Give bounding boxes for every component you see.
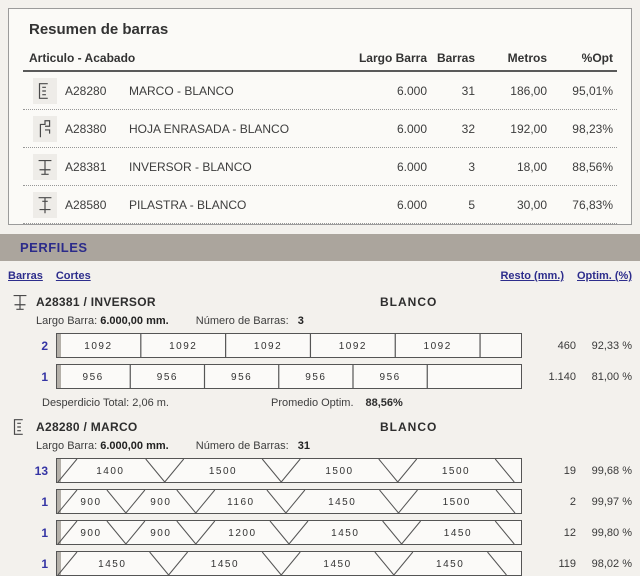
opt-value: 76,83%	[572, 197, 613, 212]
summary-table-row	[23, 186, 617, 224]
bar-count: 2	[41, 338, 48, 353]
metros-value: 30,00	[516, 197, 547, 212]
largo-barra-value: 6.000	[396, 121, 427, 136]
svg-text:1500: 1500	[208, 466, 238, 477]
link-barras[interactable]: Barras	[8, 270, 43, 282]
metros-value: 192,00	[510, 121, 547, 136]
bar-diagram	[56, 458, 522, 483]
opt-value: 88,56%	[572, 159, 613, 174]
section-footer	[42, 397, 640, 409]
section-header	[8, 417, 640, 437]
link-cortes[interactable]: Cortes	[55, 270, 91, 282]
svg-text:1450: 1450	[328, 497, 357, 508]
svg-text:1450: 1450	[436, 559, 465, 570]
bar-diagram	[56, 489, 522, 514]
optim-value: 99,80 %	[591, 526, 632, 539]
col-largo-barra: Largo Barra	[358, 51, 427, 65]
profile-icon-cell	[23, 78, 65, 104]
profile-icon-cell	[23, 116, 65, 142]
svg-text:1450: 1450	[210, 559, 240, 570]
perfiles-title: PERFILES	[20, 240, 88, 255]
metros-value: 186,00	[510, 83, 547, 98]
profile-icon	[8, 289, 32, 315]
svg-text:1092: 1092	[338, 341, 367, 352]
bar-cut-row	[0, 551, 640, 576]
optim-value: 99,68 %	[591, 464, 632, 477]
bar-cut-row	[0, 333, 640, 358]
num-barras-value: 31	[297, 440, 311, 452]
resto-value: 2	[569, 495, 576, 508]
article-name: HOJA ENRASADA - BLANCO	[129, 121, 290, 136]
largo-barra-value: 6.000,00 mm.	[100, 315, 169, 327]
svg-text:956: 956	[379, 372, 401, 383]
svg-text:1450: 1450	[443, 528, 473, 539]
svg-text:1450: 1450	[331, 528, 360, 539]
article-code: A28280	[65, 83, 107, 98]
article-name: INVERSOR - BLANCO	[129, 159, 252, 174]
metros-value: 18,00	[516, 159, 547, 174]
resto-value: 1.140	[548, 370, 576, 383]
resto-value: 119	[558, 557, 576, 570]
article-code: A28580	[65, 197, 107, 212]
svg-text:1200: 1200	[228, 528, 257, 539]
svg-text:956: 956	[156, 372, 178, 383]
largo-barra-label: Largo Barra:	[36, 315, 98, 327]
svg-text:1500: 1500	[441, 466, 471, 477]
section-title: A28381 / INVERSOR	[36, 295, 156, 309]
barras-value: 3	[468, 159, 475, 174]
opt-value: 98,23%	[572, 121, 613, 136]
bar-cut-row	[0, 489, 640, 514]
summary-table-row	[23, 110, 617, 148]
bar-count: 1	[41, 494, 48, 509]
col-metros: Metros	[507, 51, 547, 65]
svg-text:900: 900	[150, 528, 172, 539]
profile-icon	[8, 414, 32, 440]
article-name: MARCO - BLANCO	[129, 83, 234, 98]
svg-text:1450: 1450	[323, 559, 352, 570]
section-title: A28280 / MARCO	[36, 420, 138, 434]
svg-text:1500: 1500	[442, 497, 471, 508]
summary-rows	[23, 72, 617, 224]
bar-cut-row	[0, 520, 640, 545]
profile-icon-cell	[23, 192, 65, 218]
svg-text:900: 900	[80, 528, 102, 539]
num-barras-label: Número de Barras:	[195, 315, 289, 327]
col-opt: %Opt	[581, 51, 613, 65]
profile-sections	[0, 292, 640, 576]
opt-value: 95,01%	[572, 83, 613, 98]
promedio-optim-value: 88,56%	[365, 397, 403, 409]
desperdicio-total: Desperdicio Total: 2,06 m.	[42, 397, 169, 409]
bar-rows	[0, 333, 640, 389]
svg-text:1092: 1092	[169, 341, 198, 352]
svg-text:1500: 1500	[325, 466, 354, 477]
svg-text:956: 956	[82, 372, 104, 383]
num-barras-value: 3	[297, 315, 304, 327]
profile-icon	[33, 116, 57, 142]
report-page	[0, 8, 640, 571]
section-finish: BLANCO	[380, 295, 438, 309]
bar-diagram	[56, 364, 522, 389]
profile-icon	[33, 78, 57, 104]
sort-links-row	[0, 261, 640, 284]
col-barras: Barras	[436, 51, 475, 65]
bar-rows	[0, 458, 640, 576]
bar-diagram	[56, 333, 522, 358]
svg-text:1400: 1400	[96, 466, 125, 477]
optim-value: 98,02 %	[591, 557, 632, 570]
resto-value: 460	[557, 339, 576, 352]
promedio-optim-label: Promedio Optim.	[270, 397, 354, 409]
col-articulo-acabado: Articulo - Acabado	[29, 51, 136, 65]
svg-text:1092: 1092	[84, 341, 113, 352]
bar-diagram	[56, 520, 522, 545]
barras-value: 5	[468, 197, 475, 212]
svg-text:956: 956	[231, 372, 253, 383]
svg-text:900: 900	[80, 497, 102, 508]
optim-value: 81,00 %	[591, 370, 632, 383]
link-optim-pct[interactable]: Optim. (%)	[577, 270, 632, 282]
svg-text:956: 956	[305, 372, 327, 383]
section-header	[8, 292, 640, 312]
svg-text:900: 900	[150, 497, 172, 508]
largo-barra-value: 6.000,00 mm.	[100, 440, 169, 452]
resto-value: 19	[563, 464, 576, 477]
summary-table-row	[23, 72, 617, 110]
barras-value: 32	[461, 121, 475, 136]
profile-section	[0, 292, 640, 409]
profile-section	[0, 417, 640, 576]
bar-count: 1	[41, 556, 48, 571]
bar-diagram	[56, 551, 522, 576]
svg-text:1092: 1092	[423, 341, 452, 352]
link-resto-mm[interactable]: Resto (mm.)	[500, 270, 564, 282]
svg-text:1160: 1160	[227, 497, 255, 508]
largo-barra-label: Largo Barra:	[36, 440, 98, 452]
svg-text:1450: 1450	[98, 559, 127, 570]
largo-barra-value: 6.000	[396, 83, 427, 98]
profile-icon-cell	[23, 154, 65, 180]
bar-count: 1	[41, 369, 48, 384]
section-info	[36, 315, 640, 327]
section-info	[36, 440, 640, 452]
section-finish: BLANCO	[380, 420, 438, 434]
summary-header-row	[23, 46, 617, 72]
largo-barra-value: 6.000	[396, 197, 427, 212]
bar-cut-row	[0, 458, 640, 483]
resto-value: 12	[563, 526, 576, 539]
optim-value: 92,33 %	[591, 339, 632, 352]
summary-table-row	[23, 148, 617, 186]
profile-icon	[33, 192, 57, 218]
barras-value: 31	[461, 83, 475, 98]
bar-cut-row	[0, 364, 640, 389]
article-name: PILASTRA - BLANCO	[129, 197, 247, 212]
svg-text:1092: 1092	[253, 341, 283, 352]
bar-count: 13	[34, 463, 48, 478]
bar-count: 1	[41, 525, 48, 540]
article-code: A28380	[65, 121, 107, 136]
summary-title: Resumen de barras	[29, 21, 169, 38]
article-code: A28381	[65, 159, 107, 174]
num-barras-label: Número de Barras:	[195, 440, 289, 452]
profile-icon	[33, 154, 57, 180]
summary-table	[8, 8, 632, 225]
perfiles-section-header	[0, 234, 640, 261]
largo-barra-value: 6.000	[396, 159, 427, 174]
optim-value: 99,97 %	[591, 495, 632, 508]
